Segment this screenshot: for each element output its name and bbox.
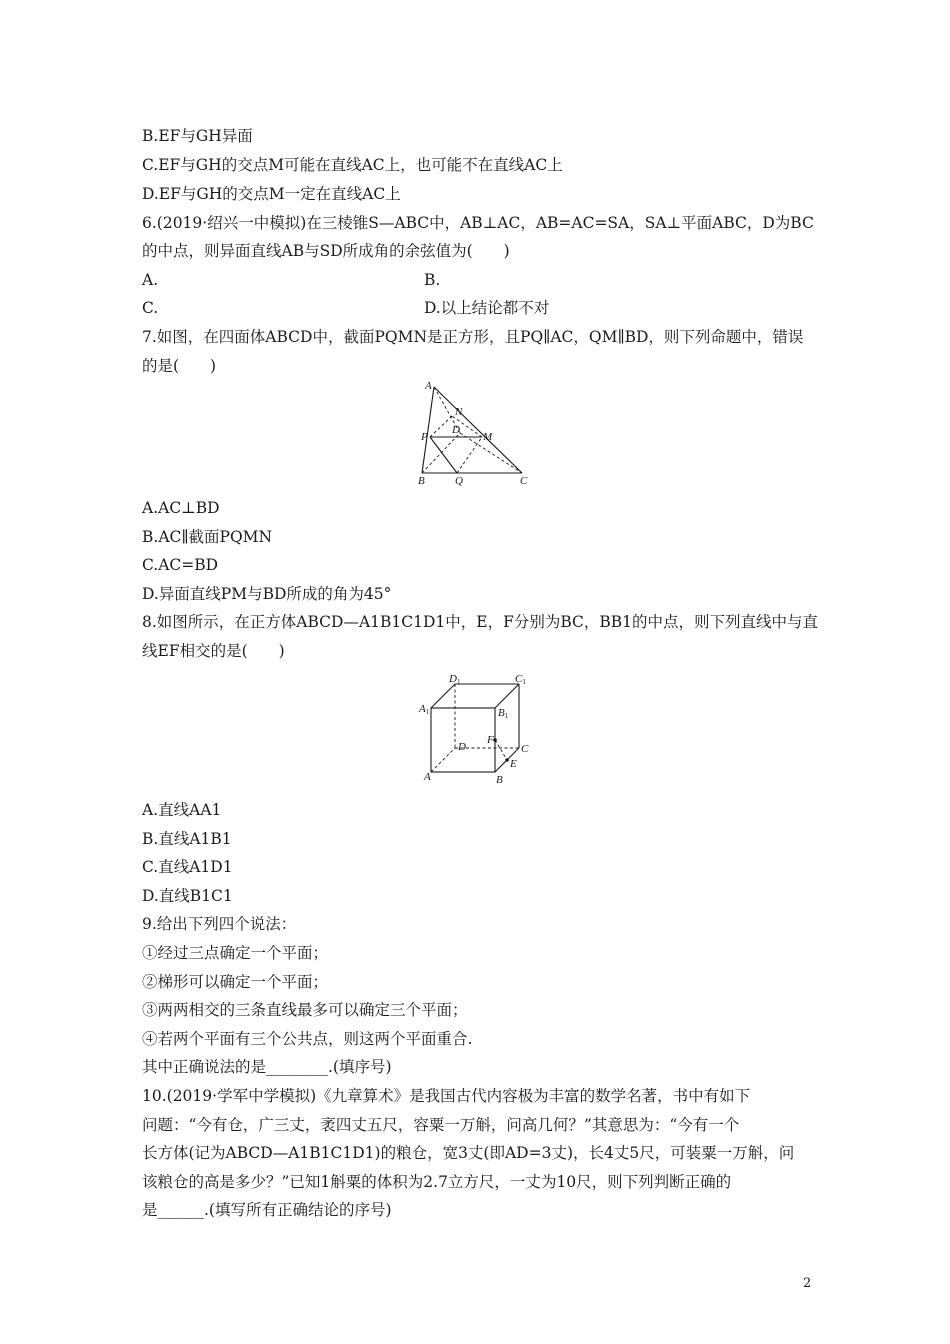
line-q6-stem-cont: 的中点，则异面直线AB与SD所成角的余弦值为( ) — [142, 242, 510, 260]
tetrahedron-figure — [412, 378, 542, 488]
label-tet-q: Q — [455, 475, 463, 487]
line-q6-option-a: A. — [142, 271, 159, 289]
label-tet-p: P — [421, 431, 428, 443]
label-tet-c: C — [520, 475, 528, 487]
label-cube-b: B — [496, 774, 503, 786]
label-tet-n: N — [455, 406, 463, 418]
line-q7-stem-cont: 的是( ) — [142, 357, 217, 375]
line-q10-answer: 是______.(填写所有正确结论的序号) — [142, 1201, 392, 1219]
line-q9-item-3: ③两两相交的三条直线最多可以确定三个平面； — [142, 1001, 468, 1019]
label-tet-a: A — [425, 380, 432, 392]
label-cube-a: A — [424, 771, 431, 783]
label-tet-d: D — [452, 424, 460, 436]
label-tet-m: M — [483, 431, 493, 443]
line-q8-stem: 8.如图所示，在正方体ABCD—A1B1C1D1中，E，F分别为BC，BB1的中点，则下列直线中与直 — [142, 613, 819, 631]
line-q8-option-d: D.直线B1C1 — [142, 887, 233, 905]
line-q10-stem-4: 该粮仓的高是多少？”已知1斛粟的体积为2.7立方尺，一丈为10尺，则下列判断正确的 — [142, 1173, 732, 1191]
line-q8-option-c: C.直线A1D1 — [142, 858, 233, 876]
line-q9-item-1: ①经过三点确定一个平面； — [142, 944, 329, 962]
label-tet-b: B — [418, 475, 425, 487]
cube-figure — [414, 670, 539, 788]
line-q9-item-4: ④若两个平面有三个公共点，则这两个平面重合. — [142, 1030, 473, 1048]
line-q7-option-c: C.AC=BD — [142, 556, 219, 574]
line-q6-option-d: D.以上结论都不对 — [424, 299, 550, 317]
line-q6-stem: 6.(2019·绍兴一中模拟)在三棱锥S—ABC中，AB⊥AC，AB=AC=SA，SA⊥平面ABC，D为BC — [142, 214, 814, 232]
label-cube-c: C — [521, 743, 529, 755]
line-q10-stem-3: 长方体(记为ABCD—A1B1C1D1)的粮仓，宽3丈(即AD=3丈)，长4丈5尺，可装粟一万斛，问 — [142, 1144, 795, 1162]
label-cube-e: E — [510, 758, 517, 770]
line-q7-option-b: B.AC∥截面PQMN — [142, 528, 273, 546]
line-q10-stem-2: 问题：“今有仓，广三丈，袤四丈五尺，容粟一万斛，问高几何？”其意思为：“今有一个 — [142, 1116, 740, 1134]
label-cube-f: F — [487, 734, 494, 746]
line-q9-answer: 其中正确说法的是________.(填序号) — [142, 1058, 392, 1076]
line-q8-option-b: B.直线A1B1 — [142, 830, 232, 848]
label-cube-d: D — [458, 741, 466, 753]
line-q5-option-c: C.EF与GH的交点M可能在直线AC上，也可能不在直线AC上 — [142, 156, 563, 174]
line-q9-item-2: ②梯形可以确定一个平面； — [142, 973, 329, 991]
line-q7-option-d: D.异面直线PM与BD所成的角为45° — [142, 585, 392, 603]
line-q6-option-b: B. — [424, 271, 441, 289]
line-q5-option-b: B.EF与GH异面 — [142, 127, 253, 145]
line-q9-stem: 9.给出下列四个说法： — [142, 915, 297, 933]
line-q5-option-d: D.EF与GH的交点M一定在直线AC上 — [142, 185, 401, 203]
label-cube-b1: B1 — [498, 707, 509, 720]
label-cube-c1: C1 — [515, 673, 526, 686]
page-number: 2 — [803, 1276, 812, 1291]
label-cube-a1: A1 — [419, 703, 430, 716]
label-cube-d1: D1 — [449, 673, 461, 686]
line-q7-stem: 7.如图，在四面体ABCD中，截面PQMN是正方形，且PQ∥AC，QM∥BD，则下列命题中，错误 — [142, 328, 804, 346]
line-q6-option-c: C. — [142, 299, 159, 317]
line-q8-option-a: A.直线AA1 — [142, 801, 222, 819]
line-q7-option-a: A.AC⊥BD — [142, 499, 220, 517]
line-q8-stem-cont: 线EF相交的是( ) — [142, 642, 285, 660]
line-q10-stem: 10.(2019·学军中学模拟)《九章算术》是我国古代内容极为丰富的数学名著，书中有如下 — [142, 1087, 751, 1105]
